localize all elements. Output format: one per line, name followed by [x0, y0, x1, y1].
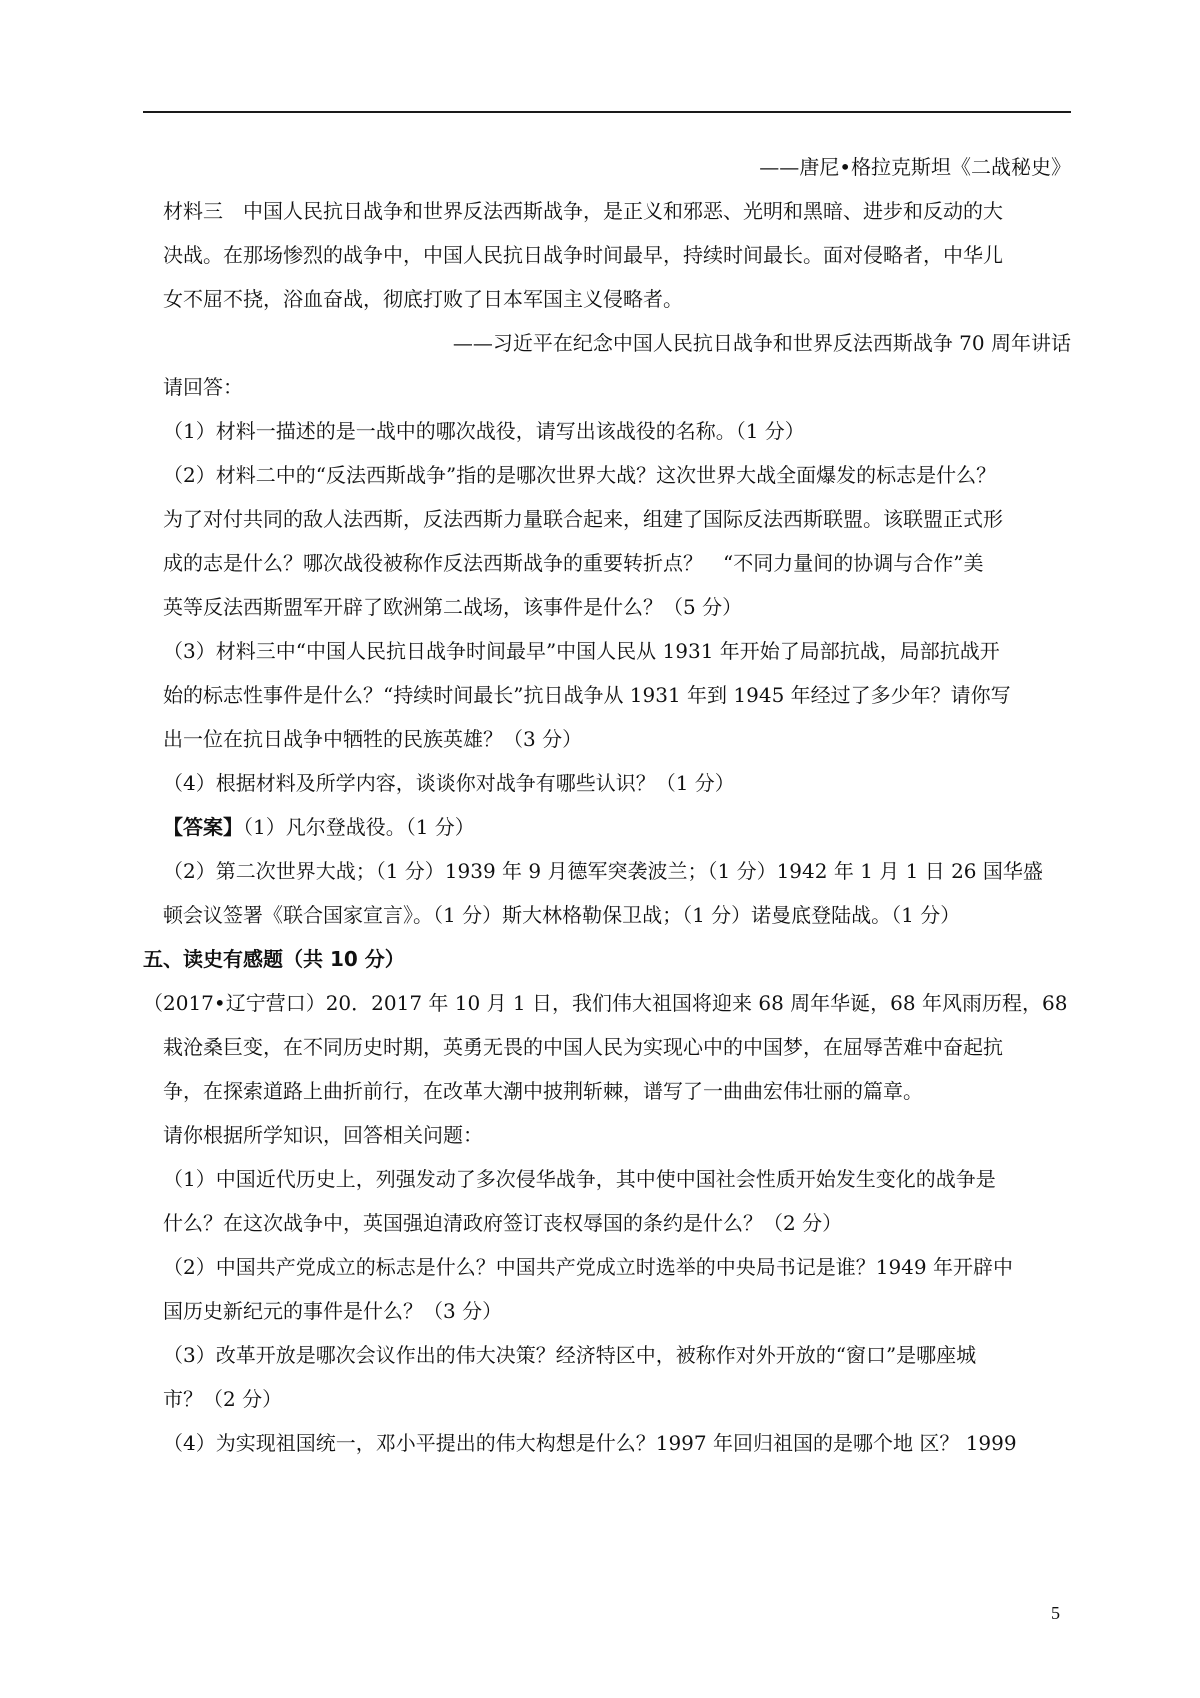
section-5-question-1-line2: 什么？在这次战争中，英国强迫清政府签订丧权辱国的条约是什么？（2 分） — [163, 1211, 843, 1235]
question-3-line1: （3）材料三中“中国人民抗日战争时间最早”中国人民从 1931 年开始了局部抗战，局部抗战开 — [163, 639, 1000, 663]
answer-2-line2: 顿会议签署《联合国家宣言》。（1 分）斯大林格勒保卫战；（1 分）诺曼底登陆战。（1 分） — [163, 903, 961, 927]
section-5-intro-line1: （2017•辽宁营口）20．2017 年 10 月 1 日，我们伟大祖国将迎来 68 周年华诞，68 年风雨历程，68 — [143, 991, 1068, 1015]
header-rule — [143, 111, 1071, 113]
section-5-prompt: 请你根据所学知识，回答相关问题： — [163, 1123, 483, 1147]
document-body — [143, 145, 1071, 1465]
section-5-question-3-line1: （3）改革开放是哪次会议作出的伟大决策？经济特区中，被称作对外开放的“窗口”是哪座城 — [163, 1343, 977, 1367]
page-number: 5 — [1051, 1603, 1060, 1623]
question-2-line2: 为了对付共同的敌人法西斯，反法西斯力量联合起来，组建了国际反法西斯联盟。该联盟正式形 — [163, 507, 1003, 531]
section-5-question-3-line2: 市？（2 分） — [163, 1387, 283, 1411]
answer-line — [143, 805, 1071, 849]
answer-1: （1）凡尔登战役。（1 分） — [243, 815, 475, 839]
section-5-question-2-line2: 国历史新纪元的事件是什么？（3 分） — [163, 1299, 503, 1323]
section-5-intro-line3: 争，在探索道路上曲折前行，在改革大潮中披荆斩棘，谱写了一曲曲宏伟壮丽的篇章。 — [163, 1079, 923, 1103]
material3-line2: 决战。在那场惨烈的战争中，中国人民抗日战争时间最早，持续时间最长。面对侵略者，中华儿 — [163, 243, 1003, 267]
question-4: （4）根据材料及所学内容，谈谈你对战争有哪些认识？（1 分） — [163, 771, 735, 795]
material3-line3: 女不屈不挠，浴血奋战，彻底打败了日本军国主义侵略者。 — [163, 287, 683, 311]
question-1: （1）材料一描述的是一战中的哪次战役，请写出该战役的名称。（1 分） — [163, 419, 805, 443]
answer-prompt: 请回答： — [163, 375, 243, 399]
question-3-line3: 出一位在抗日战争中牺牲的民族英雄？（3 分） — [163, 727, 583, 751]
source-citation-1: ——唐尼•格拉克斯坦《二战秘史》 — [759, 155, 1071, 179]
question-2-line4: 英等反法西斯盟军开辟了欧洲第二战场，该事件是什么？（5 分） — [163, 595, 743, 619]
section-5-question-4-line1: （4）为实现祖国统一，邓小平提出的伟大构想是什么？1997 年回归祖国的是哪个地 区？ 1999 — [163, 1431, 1017, 1455]
section-5-question-1-line1: （1）中国近代历史上，列强发动了多次侵华战争，其中使中国社会性质开始发生变化的战争是 — [163, 1167, 996, 1191]
section-5-heading: 五、读史有感题（共 10 分） — [143, 947, 405, 971]
answer-label: 【答案】 — [163, 815, 243, 839]
section-5-intro-line2: 栽沧桑巨变，在不同历史时期，英勇无畏的中国人民为实现心中的中国梦，在屈辱苦难中奋起抗 — [163, 1035, 1003, 1059]
source-citation-2: ——习近平在纪念中国人民抗日战争和世界反法西斯战争 70 周年讲话 — [452, 331, 1071, 355]
material3-line1: 材料三 中国人民抗日战争和世界反法西斯战争，是正义和邪恶、光明和黑暗、进步和反动的大 — [163, 199, 1003, 223]
answer-2-line1: （2）第二次世界大战；（1 分）1939 年 9 月德军突袭波兰；（1 分）1942 年 1 月 1 日 26 国华盛 — [163, 859, 1043, 883]
question-3-line2: 始的标志性事件是什么？“持续时间最长”抗日战争从 1931 年到 1945 年经过了多少年？请你写 — [163, 683, 1011, 707]
question-2-line1: （2）材料二中的“反法西斯战争”指的是哪次世界大战？这次世界大战全面爆发的标志是什么？ — [163, 463, 997, 487]
section-5-question-2-line1: （2）中国共产党成立的标志是什么？中国共产党成立时选举的中央局书记是谁？1949 年开辟中 — [163, 1255, 1013, 1279]
question-2-line3: 成的志是什么？哪次战役被称作反法西斯战争的重要转折点？ “不同力量间的协调与合作”美 — [163, 551, 984, 575]
